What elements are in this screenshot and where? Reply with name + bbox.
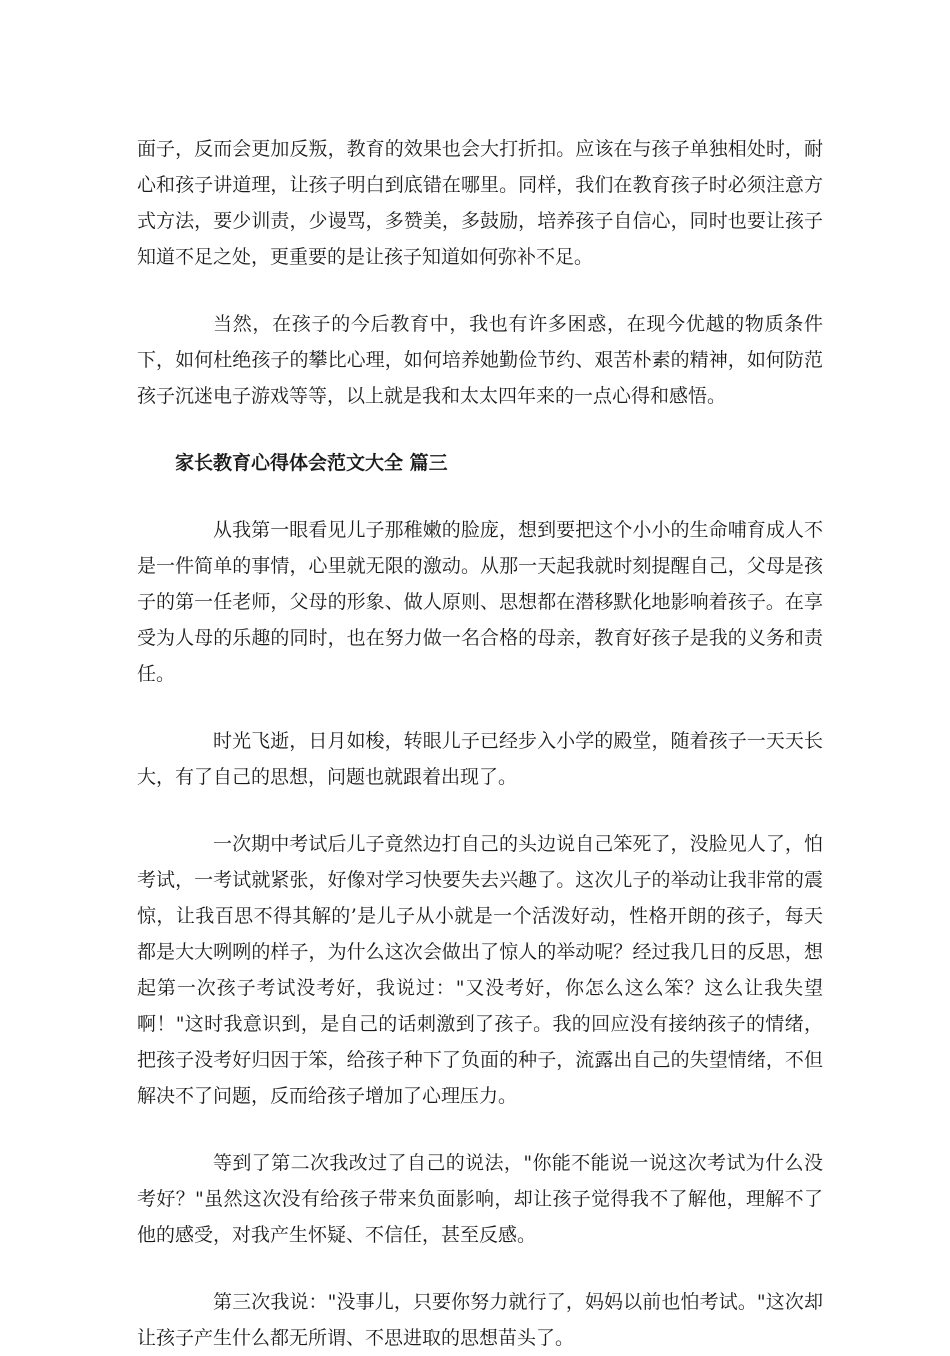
section-paragraph-1: 从我第一眼看见儿子那稚嫩的脸庞，想到要把这个小小的生命哺育成人不是一件简单的事情，心里就无限的激动。从那一天起我就时刻提醒自己，父母是孩子的第一任老师，父母的形象、做人原则、思想都在潜移默化地影响着孩子。在享受为人母的乐趣的同时，也在努力做一名合格的母亲，教育好孩子是我的义务和责任。: [137, 519, 823, 685]
section-heading: 家长教育心得体会范文大全 篇三: [175, 452, 448, 474]
document-body: [137, 131, 823, 1356]
section-paragraph-3: 一次期中考试后儿子竟然边打自己的头边说自己笨死了，没脸见人了，怕考试，一考试就紧张，好像对学习快要失去兴趣了。这次儿子的举动让我非常的震惊，让我百思不得其解的’是儿子从小就是一个活泼好动，性格开朗的孩子，每天都是大大咧咧的样子，为什么这次会做出了惊人的举动呢？经过我几日的反思，想起第一次孩子考试没考好，我说过："又没考好，你怎么这么笨？这么让我失望啊！"这时我意识到，是自己的话刺激到了孩子。我的回应没有接纳孩子的情绪，把孩子没考好归因于笨，给孩子种下了负面的种子，流露出自己的失望情绪，不但解决不了问题，反而给孩子增加了心理压力。: [137, 833, 823, 1107]
section-paragraph-5: 第三次我说："没事儿，只要你努力就行了，妈妈以前也怕考试。"这次却让孩子产生什么都无所谓、不思进取的思想苗头了。: [137, 1291, 823, 1349]
section-paragraph-4: 等到了第二次我改过了自己的说法，"你能不能说一说这次考试为什么没考好？"虽然这次没有给孩子带来负面影响，却让孩子觉得我不了解他，理解不了他的感受，对我产生怀疑、不信任，甚至反感。: [137, 1152, 823, 1246]
section-paragraph-2: 时光飞逝，日月如梭，转眼儿子已经步入小学的殿堂，随着孩子一天天长大，有了自己的思想，问题也就跟着出现了。: [137, 730, 823, 788]
paragraph-continued: 面子，反而会更加反叛，教育的效果也会大打折扣。应该在与孩子单独相处时，耐心和孩子讲道理，让孩子明白到底错在哪里。同样，我们在教育孩子时必须注意方式方法，要少训责，少谩骂，多赞美，多鼓励，培养孩子自信心，同时也要让孩子知道不足之处，更重要的是让孩子知道如何弥补不足。: [137, 138, 823, 268]
paragraph-concerns: 当然，在孩子的今后教育中，我也有许多困惑，在现今优越的物质条件下，如何杜绝孩子的攀比心理，如何培养她勤俭节约、艰苦朴素的精神，如何防范孩子沉迷电子游戏等等，以上就是我和太太四年来的一点心得和感悟。: [137, 313, 823, 407]
